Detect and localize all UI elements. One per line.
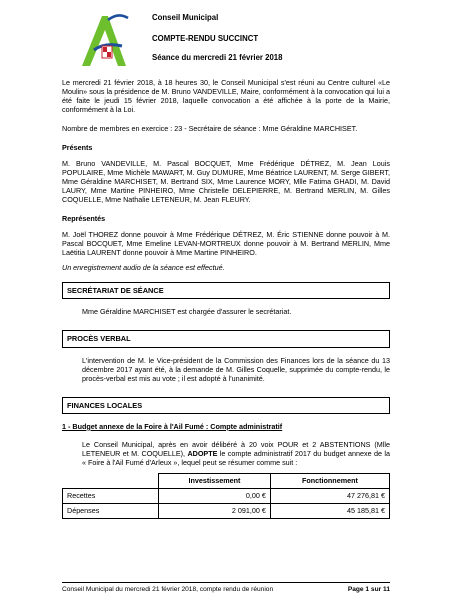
budget-text-after: le compte administratif 2017 du budget annexe de la « Foire à l'Ail Fumé d'Arleux », lequel peut se résumer comme suit : (82, 448, 391, 467)
row-label: Dépenses (63, 503, 159, 518)
logo-graphic (78, 10, 132, 68)
cell-fonctionnement: 45 185,81 € (270, 503, 389, 518)
adopte-label: ADOPTE (187, 448, 218, 458)
presents-heading: Présents (62, 143, 93, 152)
finances-heading: FINANCES LOCALES (62, 397, 390, 414)
represented-list: M. Joël THOREZ donne pouvoir à Mme Frédérique DÉTREZ, M. Éric STIENNE donne pouvoir à M. Pascal BOCQUET, Mme Emeline LEVAN-MORTREUX donne pouvoir à M. Bertrand MERLIN, Mme Laëtitia LAURENT donne pouvoir à Mme Martine PINHEIRO. (62, 230, 390, 257)
recording-note: Un enregistrement audio de la séance est effectué. (62, 263, 225, 272)
budget-text (62, 440, 390, 467)
intro-paragraph: Le mercredi 21 février 2018, à 18 heures 30, le Conseil Municipal s'est réuni au Centre culturel «Le Moulin» sous la présidence de M. Bruno VANDEVILLE, Maire, conformément à la convocation qui lui a été faite le jeudi 15 février 2018, laquelle convocation a été affichée à la porte de la Mairie, conformément à la Loi. (62, 78, 390, 114)
org-name: Conseil Municipal (152, 13, 219, 22)
table-corner (63, 473, 159, 488)
cell-investissement: 0,00 € (159, 488, 271, 503)
col-investissement: Investissement (159, 473, 271, 488)
represented-heading: Représentés (62, 214, 106, 223)
footer-text: Conseil Municipal du mercredi 21 février 2018, compte rendu de réunion (62, 586, 274, 593)
budget-table (62, 473, 390, 519)
page-number: Page 1 sur 11 (347, 586, 390, 593)
header-titles (152, 13, 392, 73)
session-date: Séance du mercredi 21 février 2018 (152, 53, 283, 63)
proces-verbal-text: L'intervention de M. le Vice-président de la Commission des Finances lors de la séance du 13 décembre 2017 ayant été, à la demande de M. Gilles Coquelle, supprimée du compte-rendu, le procès-verbal est mis au vote ; il est adopté à l'unanimité. (82, 355, 390, 383)
table-header-row (63, 473, 390, 488)
document-body (62, 78, 390, 519)
col-fonctionnement: Fonctionnement (270, 473, 389, 488)
presents-list: M. Bruno VANDEVILLE, M. Pascal BOCQUET, Mme Frédérique DÉTREZ, M. Jean Louis POPULAIRE, Mme Michèle MAWART, M. Guy DUMURE, Mme Béatrice LAURENT, M. Serge GIBERT, Mme Géraldine MARCHISET, M. Bertrand SIX, Mme Laurence MORY, Mlle Fatima GHADI, M. David LAURY, Mme Martine PINHEIRO, Mme Christelle DELEPIERRE, M. Bertrand MERLIN, M. Gilles COQUELLE, Mme Nathalie LETENEUR, M. Jean FLEURY. (62, 159, 390, 204)
proces-verbal-heading: PROCÈS VERBAL (62, 330, 390, 347)
table-row (63, 503, 390, 518)
municipality-logo (78, 10, 132, 68)
cell-investissement: 2 091,00 € (159, 503, 271, 518)
members-count: Nombre de membres en exercice : 23 - Secrétaire de séance : Mme Géraldine MARCHISET. (62, 124, 358, 133)
budget-text-before: Le Conseil Municipal, après en avoir délibéré à 20 voix POUR et 2 ABSTENTIONS (Mlle LETENEUR et M. COQUELLE), (82, 439, 390, 458)
secretariat-text: Mme Géraldine MARCHISET est chargée d'assurer le secrétariat. (82, 307, 292, 317)
table-row (63, 488, 390, 503)
row-label: Recettes (63, 488, 159, 503)
doc-type: COMPTE-RENDU SUCCINCT (152, 33, 259, 43)
cell-fonctionnement: 47 276,81 € (270, 488, 389, 503)
page-footer (62, 582, 390, 594)
secretariat-heading: SECRÉTARIAT DE SÉANCE (62, 282, 390, 299)
budget-subheading: 1 - Budget annexe de la Foire à l'Ail Fumé : Compte administratif (62, 421, 283, 431)
